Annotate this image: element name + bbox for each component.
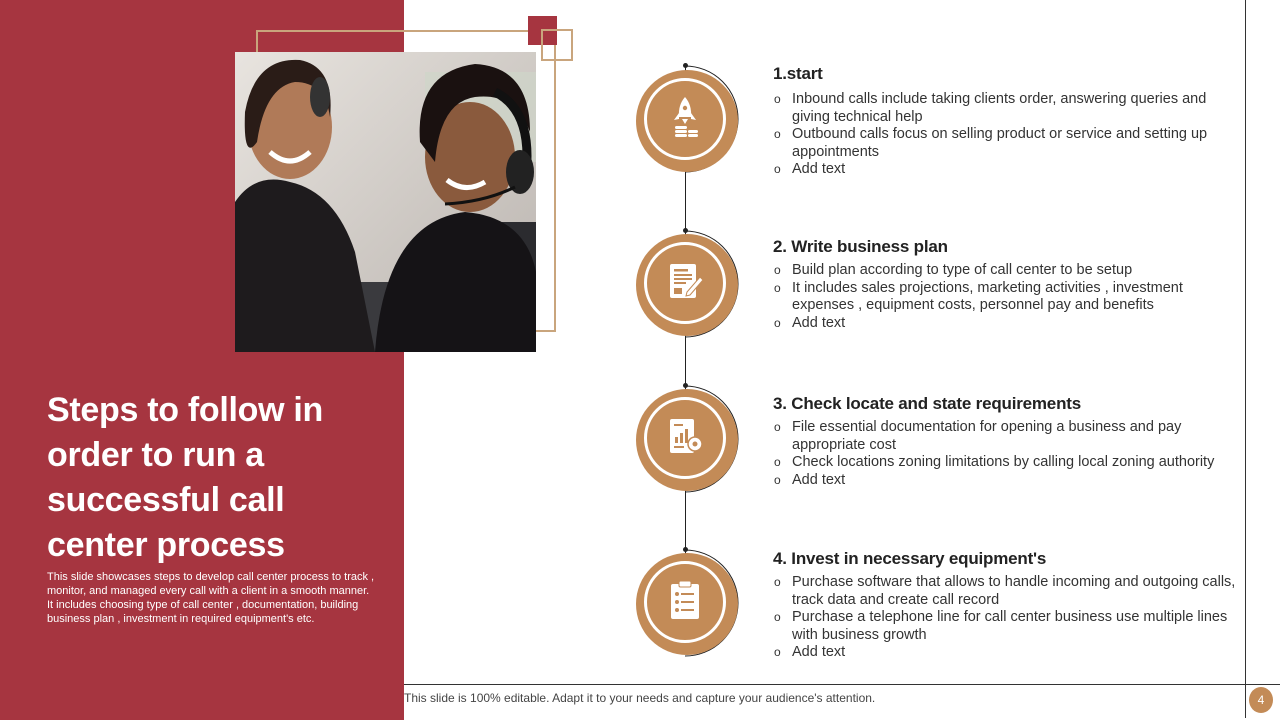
list-item: o Add text — [773, 315, 1213, 333]
right-divider — [1245, 0, 1246, 718]
list-item: o Purchase software that allows to handle incoming and outgoing calls, track data and create call record — [773, 574, 1243, 609]
step-1-circle — [636, 70, 738, 172]
call-center-agents-photo — [235, 52, 536, 352]
timeline-dot — [683, 228, 688, 233]
step-2-circle — [636, 234, 738, 336]
rocket-coins-icon — [667, 95, 703, 144]
step-4-bullets — [773, 574, 1243, 662]
clipboard-checklist-icon — [668, 579, 702, 626]
list-item: o Build plan according to type of call center to be setup — [773, 262, 1213, 280]
list-item: o Add text — [773, 161, 1223, 179]
document-pen-icon — [666, 261, 704, 306]
step-4-circle — [636, 553, 738, 655]
page-number-badge: 4 — [1249, 687, 1273, 713]
list-item: o Add text — [773, 472, 1233, 490]
list-item: o File essential documentation for opening a business and pay appropriate cost — [773, 419, 1233, 454]
footer-note: This slide is 100% editable. Adapt it to your needs and capture your audience's attention. — [404, 691, 876, 705]
bottom-divider — [404, 684, 1280, 685]
list-item: o Check locations zoning limitations by calling local zoning authority — [773, 454, 1233, 472]
slide-description: This slide showcases steps to develop call center process to track , monitor, and managed every call with a client in a smooth manner. It includes choosing type of call center , documentation, building business plan , investment in required equipment's etc. — [47, 571, 375, 625]
slide-title: Steps to follow in order to run a successful call center process — [47, 391, 324, 564]
report-gear-icon — [666, 416, 704, 461]
step-1-bullets — [773, 91, 1223, 179]
list-item: o It includes sales projections, marketing activities , investment expenses , equipment costs, personnel pay and benefits — [773, 280, 1213, 315]
timeline-dot — [683, 383, 688, 388]
step-2-title: 2. Write business plan — [773, 237, 948, 256]
step-4-title: 4. Invest in necessary equipment's — [773, 549, 1047, 568]
step-2-bullets — [773, 262, 1213, 332]
step-1-title: 1.start — [773, 64, 823, 83]
timeline-dot — [683, 63, 688, 68]
step-3-circle — [636, 389, 738, 491]
decorative-square-outline — [541, 29, 573, 61]
list-item: o Purchase a telephone line for call center business use multiple lines with business growth — [773, 609, 1243, 644]
list-item: o Add text — [773, 644, 1243, 662]
list-item: o Inbound calls include taking clients order, answering queries and giving technical help — [773, 91, 1223, 126]
timeline-dot — [683, 547, 688, 552]
step-3-title: 3. Check locate and state requirements — [773, 394, 1081, 413]
list-item: o Outbound calls focus on selling product or service and setting up appointments — [773, 126, 1223, 161]
step-3-bullets — [773, 419, 1233, 489]
